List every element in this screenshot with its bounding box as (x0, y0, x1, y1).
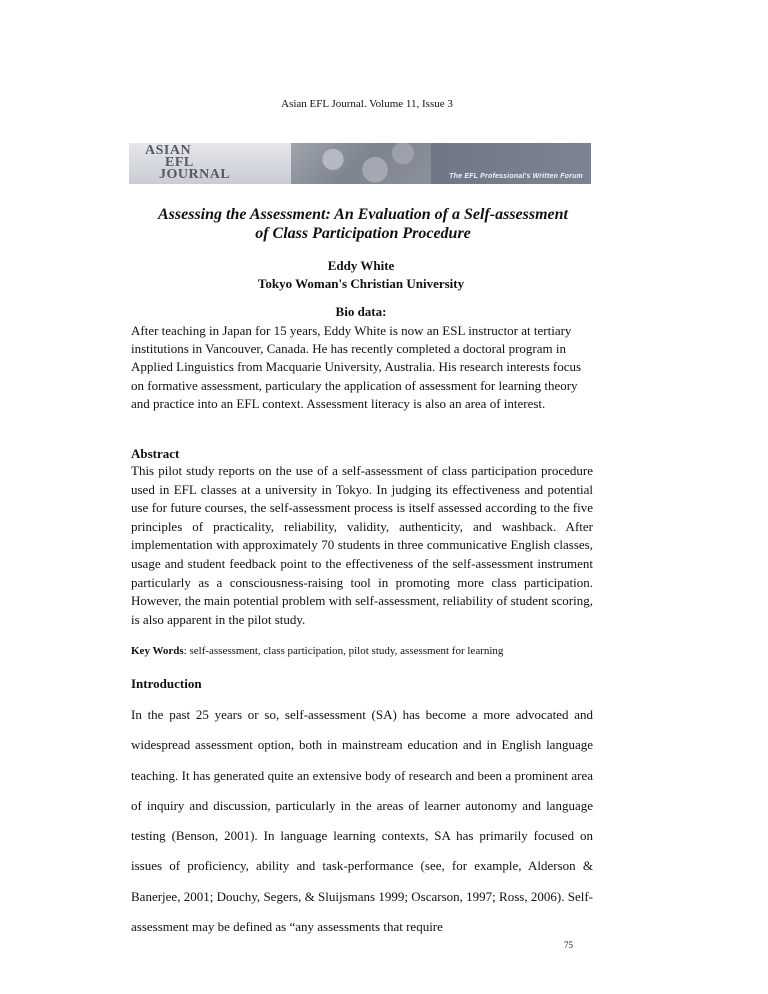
paper-title-line-2: of Class Participation Procedure (255, 225, 471, 242)
introduction-text: In the past 25 years or so, self-assessment (SA) has become a more advocated and widespread assessment option, both in mainstream education and in English language teaching. It has generated quite an extensive body of research and been a prominent area of inquiry and discussion, particularly in the areas of learner autonomy and language testing (Benson, 2001). In language learning contexts, SA has primarily focused on issues of proficiency, ability and task-performance (see, for example, Alderson & Banerjee, 2001; Douchy, Segers, & Sluijsmans 1999; Oscarson, 1997; Ross, 2006). Self-assessment may be defined as “any assessments that require (131, 707, 593, 935)
journal-banner (129, 143, 591, 184)
banner-map-image (291, 143, 431, 184)
author-affiliation: Tokyo Woman's Christian University (257, 276, 465, 291)
author-name: Eddy White (327, 258, 395, 273)
running-header (0, 98, 768, 110)
paper-title-line-1: Assessing the Assessment: An Evaluation of a Self-assessment (158, 206, 568, 223)
running-header-text: Asian EFL Journal. Volume 11, Issue 3 (281, 98, 453, 110)
logo-line-efl: EFL (165, 155, 194, 170)
keywords-line (131, 645, 601, 657)
logo-line-asian: ASIAN (145, 143, 192, 158)
journal-logo (129, 143, 291, 184)
author-block (131, 257, 591, 293)
introduction-heading: Introduction (131, 676, 202, 691)
abstract-heading: Abstract (131, 446, 180, 461)
page-number: 75 (564, 940, 573, 950)
bio-text: After teaching in Japan for 15 years, Eddy White is now an ESL instructor at tertiary institutions in Vancouver, Canada. He has recently completed a doctoral program in Applied Linguistics from Macquarie University, Australia. His research interests focus on formative assessment, particulary the application of assessment for learning theory and practice into an EFL context. Assessment literacy is also an area of interest. (131, 323, 582, 411)
logo-line-journal: JOURNAL (159, 167, 231, 182)
abstract-text: This pilot study reports on the use of a self-assessment of class participation procedure used in EFL classes at a university in Tokyo. In judging its effectiveness and potential use for future courses, the self-assessment process is itself assessed according to the five principles of practicality, reliability, validity, authenticity, and washback. After implementation with approximately 70 students in three communicative English classes, usage and student feedback point to the effectiveness of the self-assessment instrument particularly as a consciousness-raising tool in promoting more class participation. However, the main potential problem with self-assessment, reliability of student scoring, is also apparent in the pilot study. (131, 463, 593, 627)
banner-tagline: The EFL Professional's Written Forum (449, 173, 583, 180)
keywords-label: Key Words (131, 645, 184, 657)
bio-heading: Bio data: (335, 304, 387, 319)
keywords-text: : self-assessment, class participation, pilot study, assessment for learning (183, 645, 504, 657)
paper-title (131, 205, 595, 243)
